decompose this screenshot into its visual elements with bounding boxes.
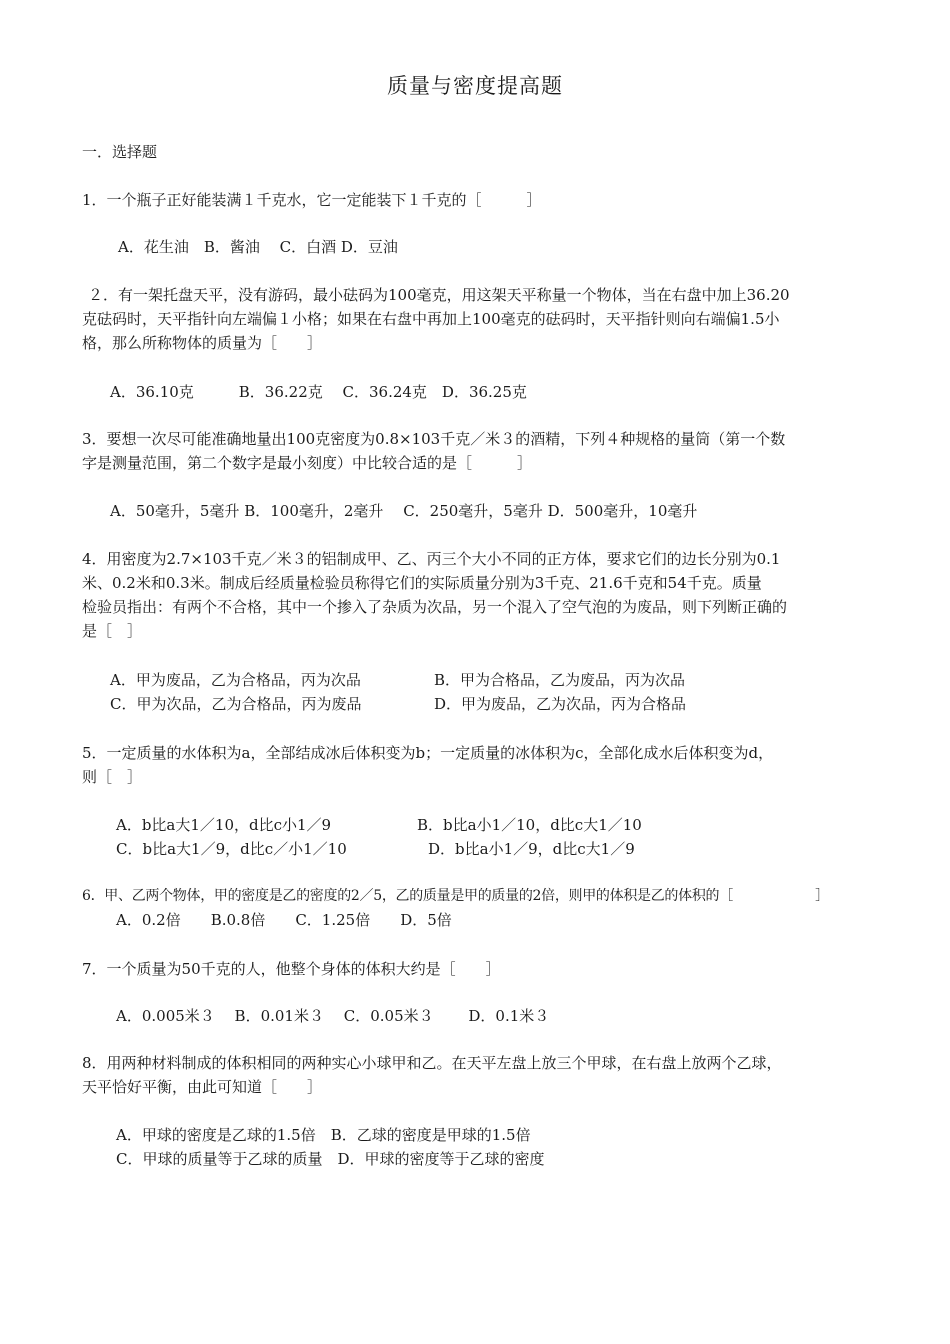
question-1-options: A．花生油 B．酱油 C．白酒 D．豆油 <box>118 238 398 256</box>
page-title: 质量与密度提高题 <box>387 74 563 98</box>
question-1: 1．一个瓶子正好能装满１千克水，它一定能装下１千克的［ ］ <box>82 191 542 209</box>
question-2-line-3: 格，那么所称物体的质量为［ ］ <box>82 334 323 352</box>
question-6-options: A．0.2倍 B.0.8倍 C．1.25倍 D．5倍 <box>116 911 452 929</box>
question-8-line-2: 天平恰好平衡，由此可知道［ ］ <box>82 1078 323 1096</box>
question-3-options: A．50毫升，5毫升 B．100毫升，2毫升 C．250毫升，5毫升 D．500毫升，10毫升 <box>110 502 698 520</box>
question-2-line-2: 克砝码时，天平指针向左端偏１小格；如果在右盘中再加上100毫克的砝码时，天平指针则向右端偏1.5小 <box>82 310 780 328</box>
question-3-line-2: 字是测量范围，第二个数字是最小刻度）中比较合适的是［ ］ <box>82 454 533 472</box>
question-5-option-a: A．b比a大1／10，d比c小1／9 <box>116 816 332 834</box>
section-heading: 一．选择题 <box>82 143 158 161</box>
question-7: 7．一个质量为50千克的人，他整个身体的体积大约是［ ］ <box>82 960 501 978</box>
question-8-line-1: 8．用两种材料制成的体积相同的两种实心小球甲和乙。在天平左盘上放三个甲球，在右盘上放两个乙球， <box>82 1054 782 1072</box>
question-4-line-2: 米、0.2米和0.3米。制成后经质量检验员称得它们的实际质量分别为3千克、21.6千克和54千克。质量 <box>82 574 762 592</box>
question-4-line-1: 4．用密度为2.7×103千克／米３的铝制成甲、乙、丙三个大小不同的正方体，要求它们的边长分别为0.1 <box>82 550 781 568</box>
question-5-option-d: D．b比a小1／9，d比c大1／9 <box>428 840 635 858</box>
question-8-options-cd: C．甲球的质量等于乙球的质量 D．甲球的密度等于乙球的密度 <box>116 1150 545 1168</box>
question-6: 6．甲、乙两个物体，甲的密度是乙的密度的2／5，乙的质量是甲的质量的2倍，则甲的体积是乙的体积的［ ］ <box>82 888 829 904</box>
question-2-line-1: ２．有一架托盘天平，没有游码，最小砝码为100毫克，用这架天平称量一个物体，当在右盘中加上36.20 <box>88 286 790 304</box>
question-4-option-a: A．甲为废品，乙为合格品，丙为次品 <box>110 671 361 689</box>
question-3-line-1: 3．要想一次尽可能准确地量出100克密度为0.8×103千克／米３的酒精，下列４种规格的量筒（第一个数 <box>82 430 786 448</box>
question-7-options: A．0.005米３ B．0.01米３ C．0.05米３ D．0.1米３ <box>116 1007 550 1025</box>
question-4-option-d: D．甲为废品，乙为次品，丙为合格品 <box>434 695 687 713</box>
question-5-line-1: 5．一定质量的水体积为a，全部结成冰后体积变为b；一定质量的冰体积为c，全部化成水后体积变为d， <box>82 744 774 762</box>
question-5-option-b: B．b比a小1／10，d比c大1／10 <box>417 816 642 834</box>
question-8-options-ab: A．甲球的密度是乙球的1.5倍 B．乙球的密度是甲球的1.5倍 <box>116 1126 531 1144</box>
question-4-line-3: 检验员指出：有两个不合格，其中一个掺入了杂质为次品，另一个混入了空气泡的为废品，则下列断正确的 <box>82 598 788 616</box>
question-2-options: A．36.10克 B．36.22克 C．36.24克 D．36.25克 <box>110 383 527 401</box>
question-4-option-b: B．甲为合格品，乙为废品，丙为次品 <box>434 671 686 689</box>
question-5-line-2: 则［ ］ <box>82 768 143 786</box>
question-5-option-c: C．b比a大1／9，d比c／小1／10 <box>116 840 347 858</box>
question-4-option-c: C．甲为次品，乙为合格品，丙为废品 <box>110 695 362 713</box>
question-4-line-4: 是［ ］ <box>82 622 143 640</box>
